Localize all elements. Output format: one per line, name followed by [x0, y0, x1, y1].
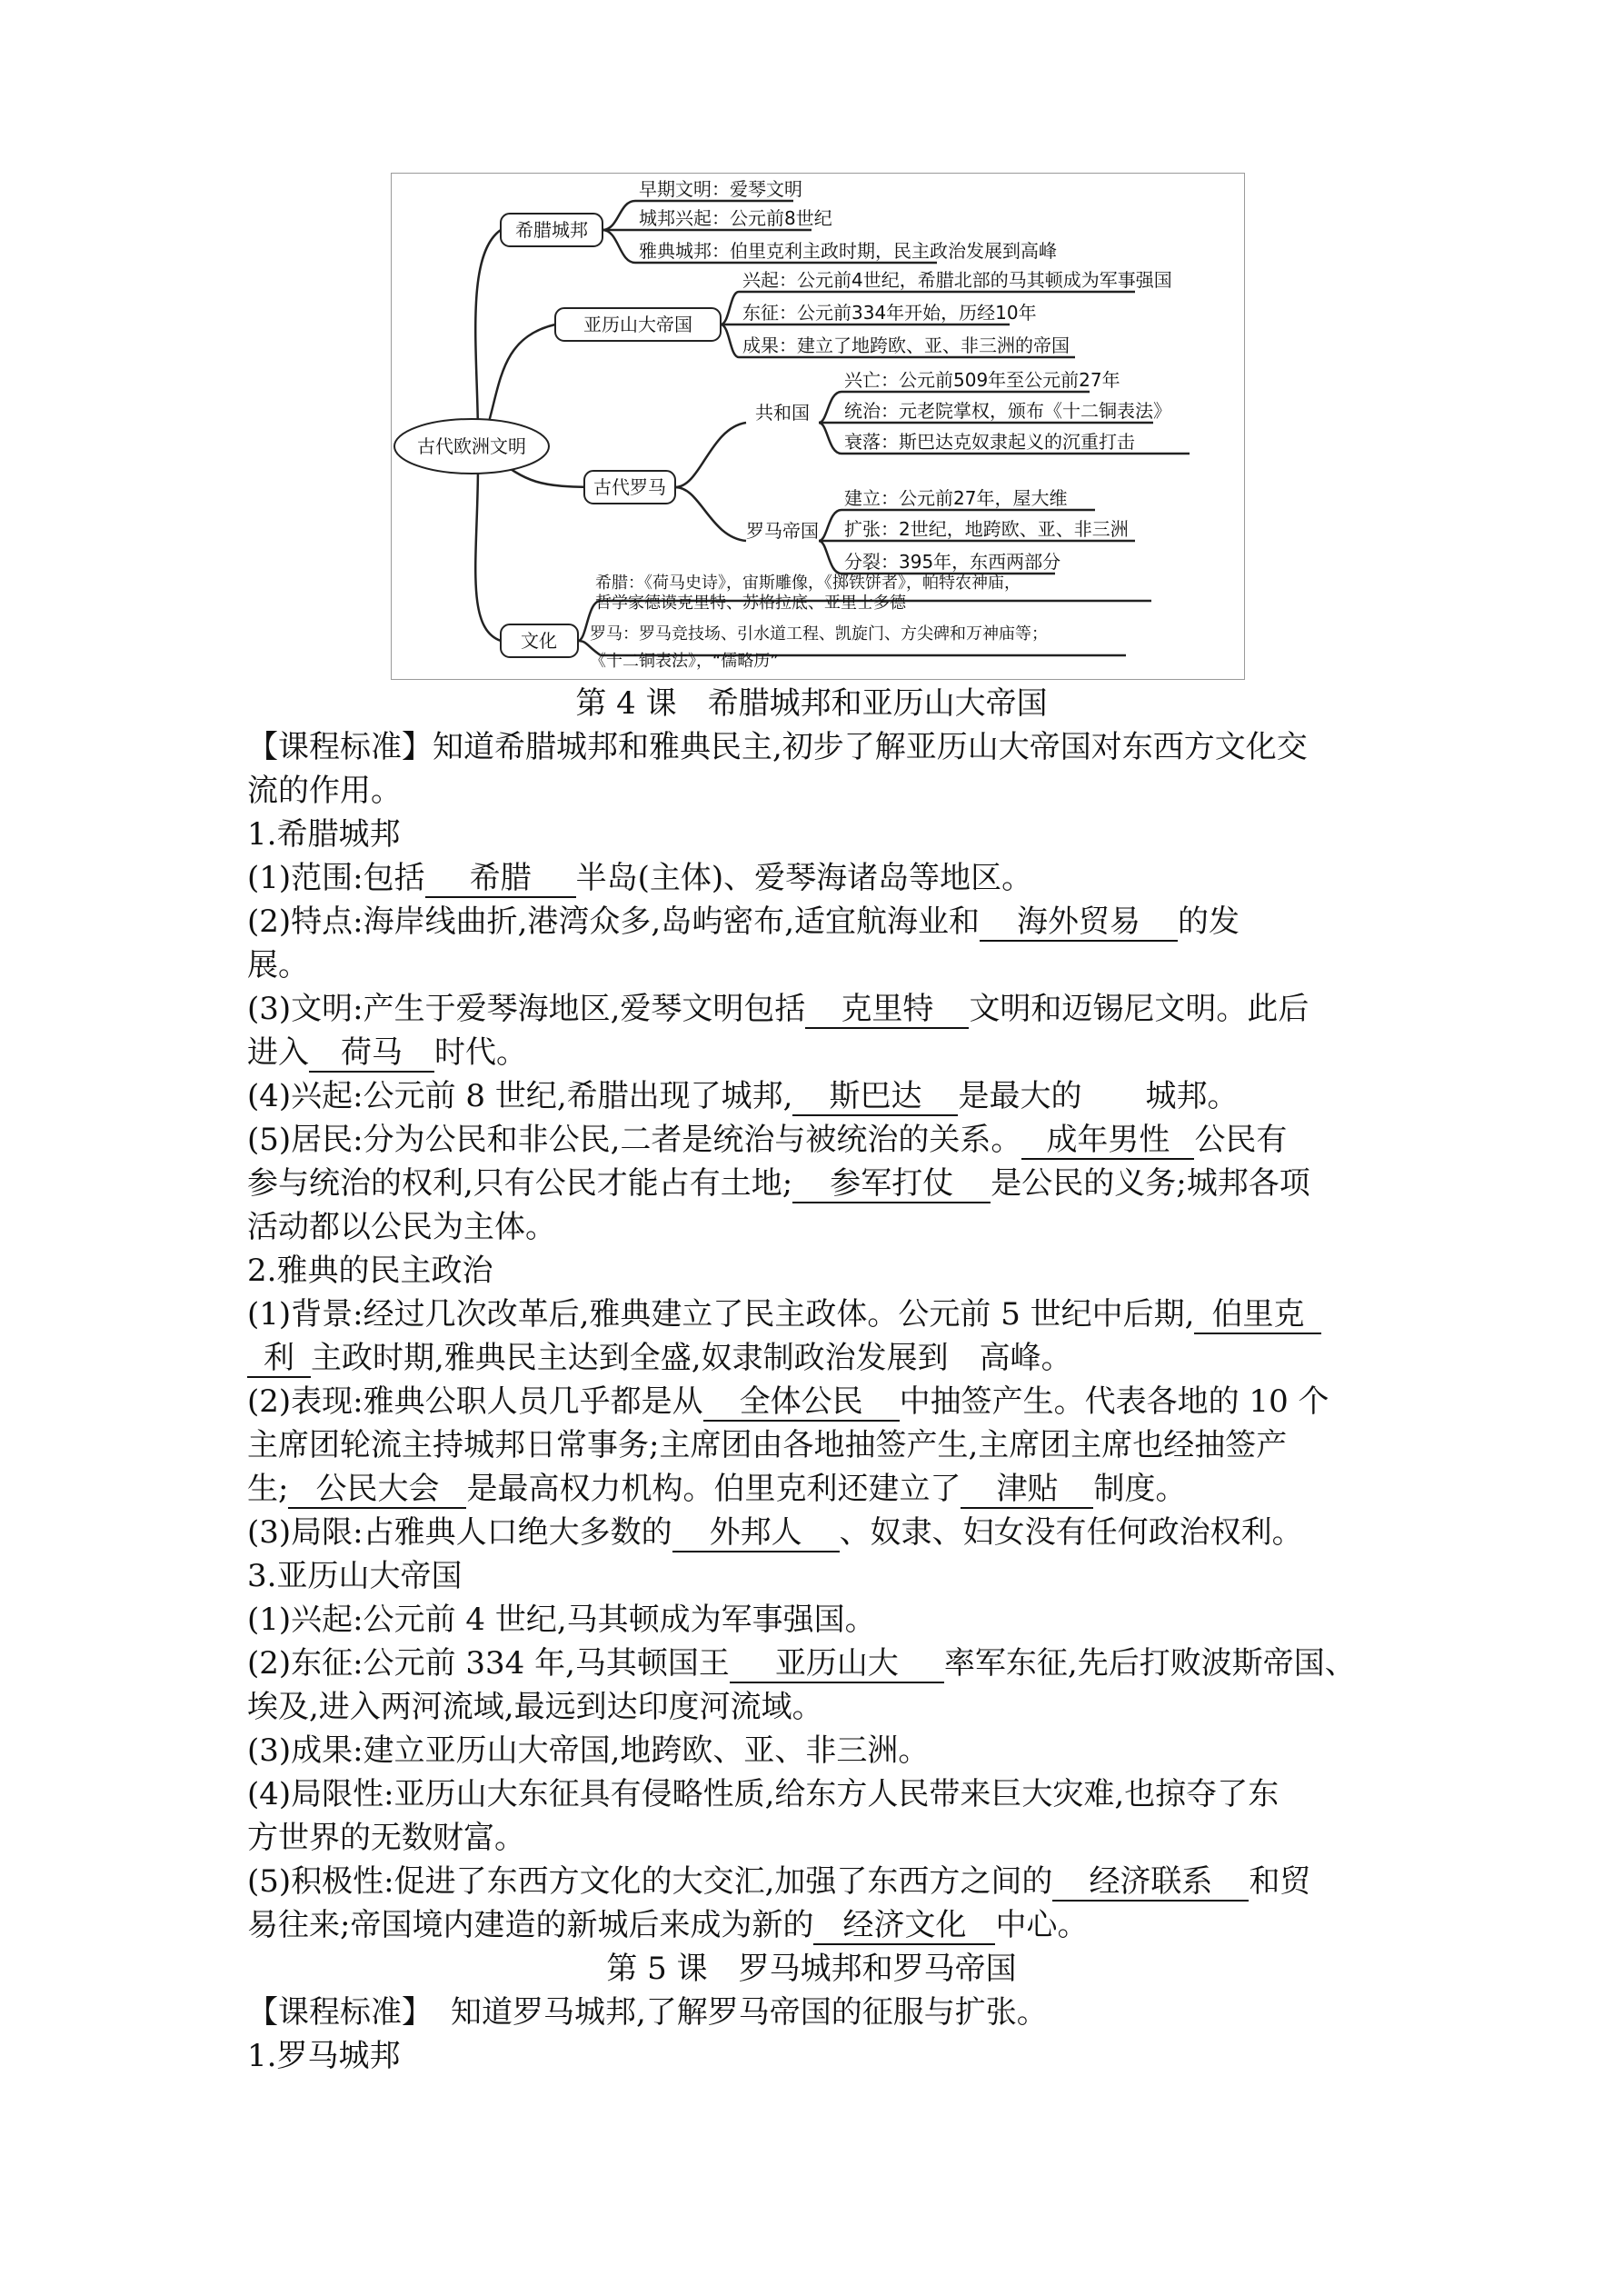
paragraph-line: (3)成果:建立亚历山大帝国,地跨欧、亚、非三洲。	[247, 1732, 930, 1769]
text: 时代。	[434, 1034, 527, 1071]
answer-blank: 经济联系	[1052, 1863, 1249, 1902]
standard-tag: 【课程标准】	[247, 1994, 433, 2031]
mindmap-branch-alexander-label: 亚历山大帝国	[583, 314, 692, 335]
paragraph-line: (1)兴起:公元前 4 世纪,马其顿成为军事强国。	[247, 1602, 876, 1638]
answer-blank: 津贴	[961, 1471, 1093, 1509]
paragraph-line	[247, 1162, 1310, 1205]
lesson4-standard-line2: 流的作用。	[247, 773, 402, 809]
lesson5-standard-line	[247, 1991, 1048, 2034]
mindmap-leaf: 分裂：395年，东西两部分	[844, 551, 1061, 573]
mindmap-branch-greece-label: 希腊城邦	[515, 219, 588, 241]
text: (3)文明:产生于爱琴海地区,爱琴文明包括	[247, 991, 806, 1027]
answer-blank: 荷马	[309, 1034, 434, 1073]
text: (5)积极性:促进了东西方文化的大交汇,加强了东西方之间的	[247, 1863, 1053, 1900]
text: (2)特点:海岸线曲折,港湾众多,岛屿密布,适宜航海业和	[247, 903, 981, 940]
answer-blank: 伯里克	[1194, 1296, 1321, 1334]
text: 是公民的义务;城邦各项	[991, 1165, 1310, 1202]
text: (1)背景:经过几次改革后,雅典建立了民主政体。公元前 5 世纪中后期,	[247, 1296, 1195, 1333]
text: 生;	[247, 1471, 289, 1507]
mindmap-leaf: 城邦兴起：公元前8世纪	[639, 207, 832, 229]
paragraph-line	[247, 1642, 1356, 1685]
text: 率军东征,先后打败波斯帝国、	[943, 1645, 1356, 1682]
answer-blank: 外邦人	[672, 1514, 840, 1552]
text: 的发	[1178, 903, 1240, 940]
mindmap-leaf: 哲学家德谟克里特、苏格拉底、亚里士多德	[595, 594, 906, 613]
mindmap-branch-culture-label: 文化	[521, 630, 557, 652]
text: (5)居民:分为公民和非公民,二者是统治与被统治的关系。	[247, 1122, 1022, 1158]
text: 、奴隶、妇女没有任何政治权利。	[839, 1514, 1303, 1551]
paragraph-line	[247, 1511, 1303, 1554]
mindmap-sub-empire: 罗马帝国	[746, 520, 819, 542]
paragraph-line	[247, 1293, 1321, 1336]
mindmap-leaf: 雅典城邦：伯里克利主政时期，民主政治发展到高峰	[639, 240, 1057, 262]
mindmap-leaf: 东征：公元前334年开始，历经10年	[742, 302, 1037, 324]
answer-blank: 成年男性	[1021, 1122, 1194, 1160]
paragraph-line	[247, 987, 1309, 1031]
lesson5-title: 第 5 课 罗马城邦和罗马帝国	[606, 1951, 1017, 1987]
text: 中抽签产生。代表各地的 10 个	[899, 1383, 1329, 1420]
mindmap-leaf: 扩张：2世纪，地跨欧、亚、非三洲	[844, 518, 1129, 540]
section-heading: 1.希腊城邦	[247, 816, 401, 853]
paragraph-line: 方世界的无数财富。	[247, 1820, 525, 1856]
paragraph-line: 活动都以公民为主体。	[247, 1209, 556, 1245]
mindmap-sub-republic: 共和国	[755, 402, 810, 424]
mindmap-leaf: 罗马：罗马竞技场、引水道工程、凯旋门、方尖碑和万神庙等；	[590, 624, 1048, 644]
mindmap-leaf: 统治：元老院掌权，颁布《十二铜表法》	[844, 400, 1171, 422]
text: 制度。	[1093, 1471, 1187, 1507]
section-heading: 2.雅典的民主政治	[247, 1253, 493, 1289]
text: 主政时期,雅典民主达到全盛,奴隶制政治发展到	[311, 1340, 949, 1376]
standard-text: 知道希腊城邦和雅典民主,初步了解亚历山大帝国对东西方文化交	[433, 729, 1308, 765]
answer-blank: 公民大会	[288, 1471, 466, 1509]
paragraph-line	[247, 1467, 1186, 1511]
paragraph-line	[247, 1118, 1287, 1162]
text: 文明和迈锡尼文明。此后	[969, 991, 1309, 1027]
paragraph-line	[247, 1336, 1072, 1380]
mindmap-leaf: 兴亡：公元前509年至公元前27年	[844, 369, 1120, 391]
text: 进入	[247, 1034, 309, 1071]
answer-blank: 参军打仗	[792, 1165, 991, 1203]
paragraph-line: (4)局限性:亚历山大东征具有侵略性质,给东方人民带来巨大灾难,也掠夺了东	[247, 1776, 1279, 1812]
paragraph-line	[247, 1031, 527, 1074]
text: (1)范围:包括	[247, 860, 425, 896]
answer-blank: 利	[247, 1340, 311, 1378]
text: 半岛(主体)、爱琴海诸岛等地区。	[575, 860, 1033, 896]
paragraph-line: 主席团轮流主持城邦日常事务;主席团由各地抽签产生,主席团主席也经抽签产	[247, 1427, 1288, 1463]
paragraph-line	[247, 856, 1032, 900]
text: 是最大的	[958, 1078, 1082, 1114]
answer-blank: 亚历山大	[730, 1645, 944, 1683]
standard-text: 知道罗马城邦,了解罗马帝国的征服与扩张。	[451, 1994, 1048, 2031]
text: 中心。	[995, 1907, 1089, 1943]
text: (2)东征:公元前 334 年,马其顿国王	[247, 1645, 730, 1682]
text: 参与统治的权利,只有公民才能占有土地;	[247, 1165, 793, 1202]
text: (4)兴起:公元前 8 世纪,希腊出现了城邦,	[247, 1078, 793, 1114]
mindmap-leaf: 《十二铜表法》，“儒略历”	[590, 652, 779, 671]
lesson4-title: 第 4 课 希腊城邦和亚历山大帝国	[575, 685, 1048, 722]
paragraph-line	[247, 1860, 1310, 1903]
paragraph-line	[247, 1380, 1329, 1423]
text: 城邦。	[1145, 1078, 1239, 1114]
text: 高峰。	[979, 1340, 1072, 1376]
answer-blank: 海外贸易	[980, 903, 1178, 942]
text: 是最高权力机构。伯里克利还建立了	[466, 1471, 961, 1507]
answer-blank: 斯巴达	[792, 1078, 958, 1116]
paragraph-line	[247, 1074, 1238, 1118]
answer-blank: 经济文化	[813, 1907, 995, 1945]
lesson4-standard-line1	[247, 725, 1308, 769]
paragraph-line	[247, 900, 1240, 943]
answer-blank: 希腊	[425, 860, 576, 898]
text: 和贸	[1249, 1863, 1311, 1900]
mindmap-leaf: 成果：建立了地跨欧、亚、非三洲的帝国	[742, 334, 1070, 356]
mindmap-leaf: 希腊：《荷马史诗》，宙斯雕像，《掷铁饼者》，帕特农神庙，	[595, 574, 1021, 593]
paragraph-line: 展。	[247, 947, 309, 983]
standard-tag: 【课程标准】	[247, 729, 433, 765]
mindmap-leaf: 兴起：公元前4世纪，希腊北部的马其顿成为军事强国	[742, 269, 1172, 291]
answer-blank: 克里特	[805, 991, 969, 1029]
answer-blank: 全体公民	[703, 1383, 900, 1422]
paragraph-line	[247, 1903, 1088, 1947]
paragraph-line: 埃及,进入两河流域,最远到达印度河流域。	[247, 1689, 823, 1725]
section-heading: 1.罗马城邦	[247, 2038, 401, 2074]
mind-map-diagram	[392, 174, 1244, 679]
text: 易往来;帝国境内建造的新城后来成为新的	[247, 1907, 814, 1943]
text: 公民有	[1194, 1122, 1288, 1158]
mindmap-root-label: 古代欧洲文明	[417, 435, 526, 457]
mind-map-figure	[391, 173, 1245, 680]
mindmap-leaf: 早期文明：爱琴文明	[639, 178, 802, 200]
mindmap-leaf: 建立：公元前27年，屋大维	[844, 487, 1068, 509]
text: (2)表现:雅典公职人员几乎都是从	[247, 1383, 703, 1420]
section-heading: 3.亚历山大帝国	[247, 1558, 463, 1594]
text: (3)局限:占雅典人口绝大多数的	[247, 1514, 672, 1551]
mindmap-leaf: 衰落：斯巴达克奴隶起义的沉重打击	[844, 431, 1135, 453]
mindmap-branch-rome-label: 古代罗马	[593, 476, 666, 498]
